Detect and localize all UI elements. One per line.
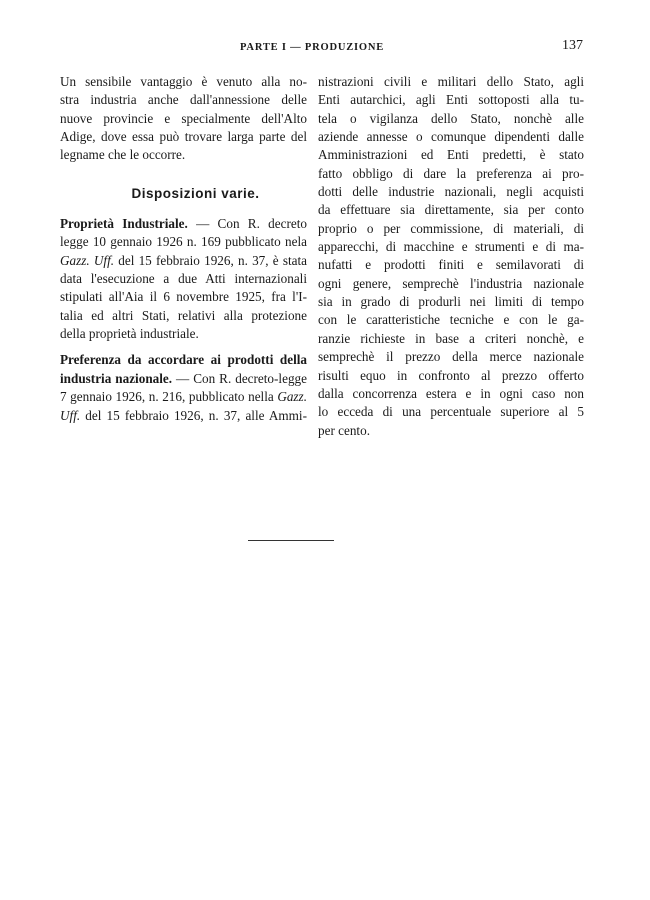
text-line: fatto obbligo di dare la preferenza ai pro- [318, 165, 584, 181]
text-line: della proprietà industriale. [60, 326, 199, 342]
text-line: 7 gennaio 1926, n. 216, pubblicato nella Gazz. [60, 389, 307, 405]
text-line: Enti autarchici, agli Enti sottoposti alla tu- [318, 92, 584, 108]
right-column [318, 73, 584, 440]
entry-proprieta-industriale [60, 215, 307, 343]
text-line: da effettuare sia direttamente, sia per conto [318, 202, 584, 218]
text-line: stipulati all'Aia il 6 novembre 1925, fra l'I- [60, 289, 307, 305]
end-divider [248, 540, 334, 541]
text-line: risulti equo in confronto al prezzo offerto [318, 367, 584, 383]
text-line: Uff. del 15 febbraio 1926, n. 37, alle Ammi- [60, 407, 307, 423]
text-line: talia ed altri Stati, relativi alla protezione [60, 307, 307, 323]
text-line: data l'esecuzione a due Atti internazionali [60, 271, 307, 287]
section-heading: Disposizioni varie. [131, 185, 260, 201]
page-header [60, 38, 583, 56]
text-line: ogni genere, semprechè l'industria nazionale [318, 275, 584, 291]
running-title: PARTE I — PRODUZIONE [240, 42, 385, 53]
text-line: dotti delle industrie nazionali, negli acquisti [318, 184, 584, 200]
text-line: legname che le occorre. [60, 147, 186, 163]
text-line: sia in grado di produrli nei limiti di tempo [318, 294, 584, 310]
text-line: ranzie richieste in base a criteri nonchè, e [318, 330, 584, 346]
text-line: Proprietà Industriale. — Con R. decreto [60, 216, 307, 232]
page-number: 137 [562, 38, 583, 53]
text-line: Amministrazioni ed Enti predetti, è stato [318, 147, 584, 163]
text-line: aziende annesse o comunque dipendenti dalle [318, 129, 584, 145]
text-line: lo ecceda di una percentuale superiore al 5 [318, 404, 584, 420]
text-line: Adige, dove essa può trovare larga parte del [60, 129, 307, 145]
entry-title: Proprietà Industriale. [60, 216, 188, 232]
gazzetta-ref: Gazz. Uff. [60, 252, 115, 268]
text-line: per cento. [318, 422, 370, 438]
text-line: apparecchi, di macchine e strumenti e di ma- [318, 239, 584, 255]
entry-preferenza-prodotti [60, 351, 307, 424]
text-line: Gazz. Uff. del 15 febbraio 1926, n. 37, è stata [60, 252, 307, 268]
text-line: stra industria anche dall'annessione delle [60, 92, 307, 108]
gazzetta-ref: Gazz. [277, 389, 307, 405]
text-line: dalla concorrenza estera e in ogni caso non [318, 385, 584, 401]
text-line: semprechè il prezzo della merce nazionale [318, 349, 584, 365]
text-line: nufatti e prodotti finiti e semilavorati di [318, 257, 584, 273]
text-line: industria nazionale. — Con R. decreto-legge [60, 370, 307, 386]
text-line: nuove provincie e specialmente dell'Alto [60, 110, 307, 126]
intro-paragraph [60, 73, 307, 165]
left-column [60, 73, 307, 425]
text-line: proprio o per commissione, di materiali, di [318, 220, 584, 236]
text-line: tela o vigilanza dello Stato, nonchè alle [318, 110, 584, 126]
text-line: Preferenza da accordare ai prodotti della [60, 352, 307, 368]
text-line: Un sensibile vantaggio è venuto alla no- [60, 74, 307, 89]
text-line: nistrazioni civili e militari dello Stato, agli [318, 74, 584, 89]
text-line: legge 10 gennaio 1926 n. 169 pubblicato nela [60, 234, 307, 250]
text-line: con le caratteristiche tecniche e con le ga- [318, 312, 584, 328]
